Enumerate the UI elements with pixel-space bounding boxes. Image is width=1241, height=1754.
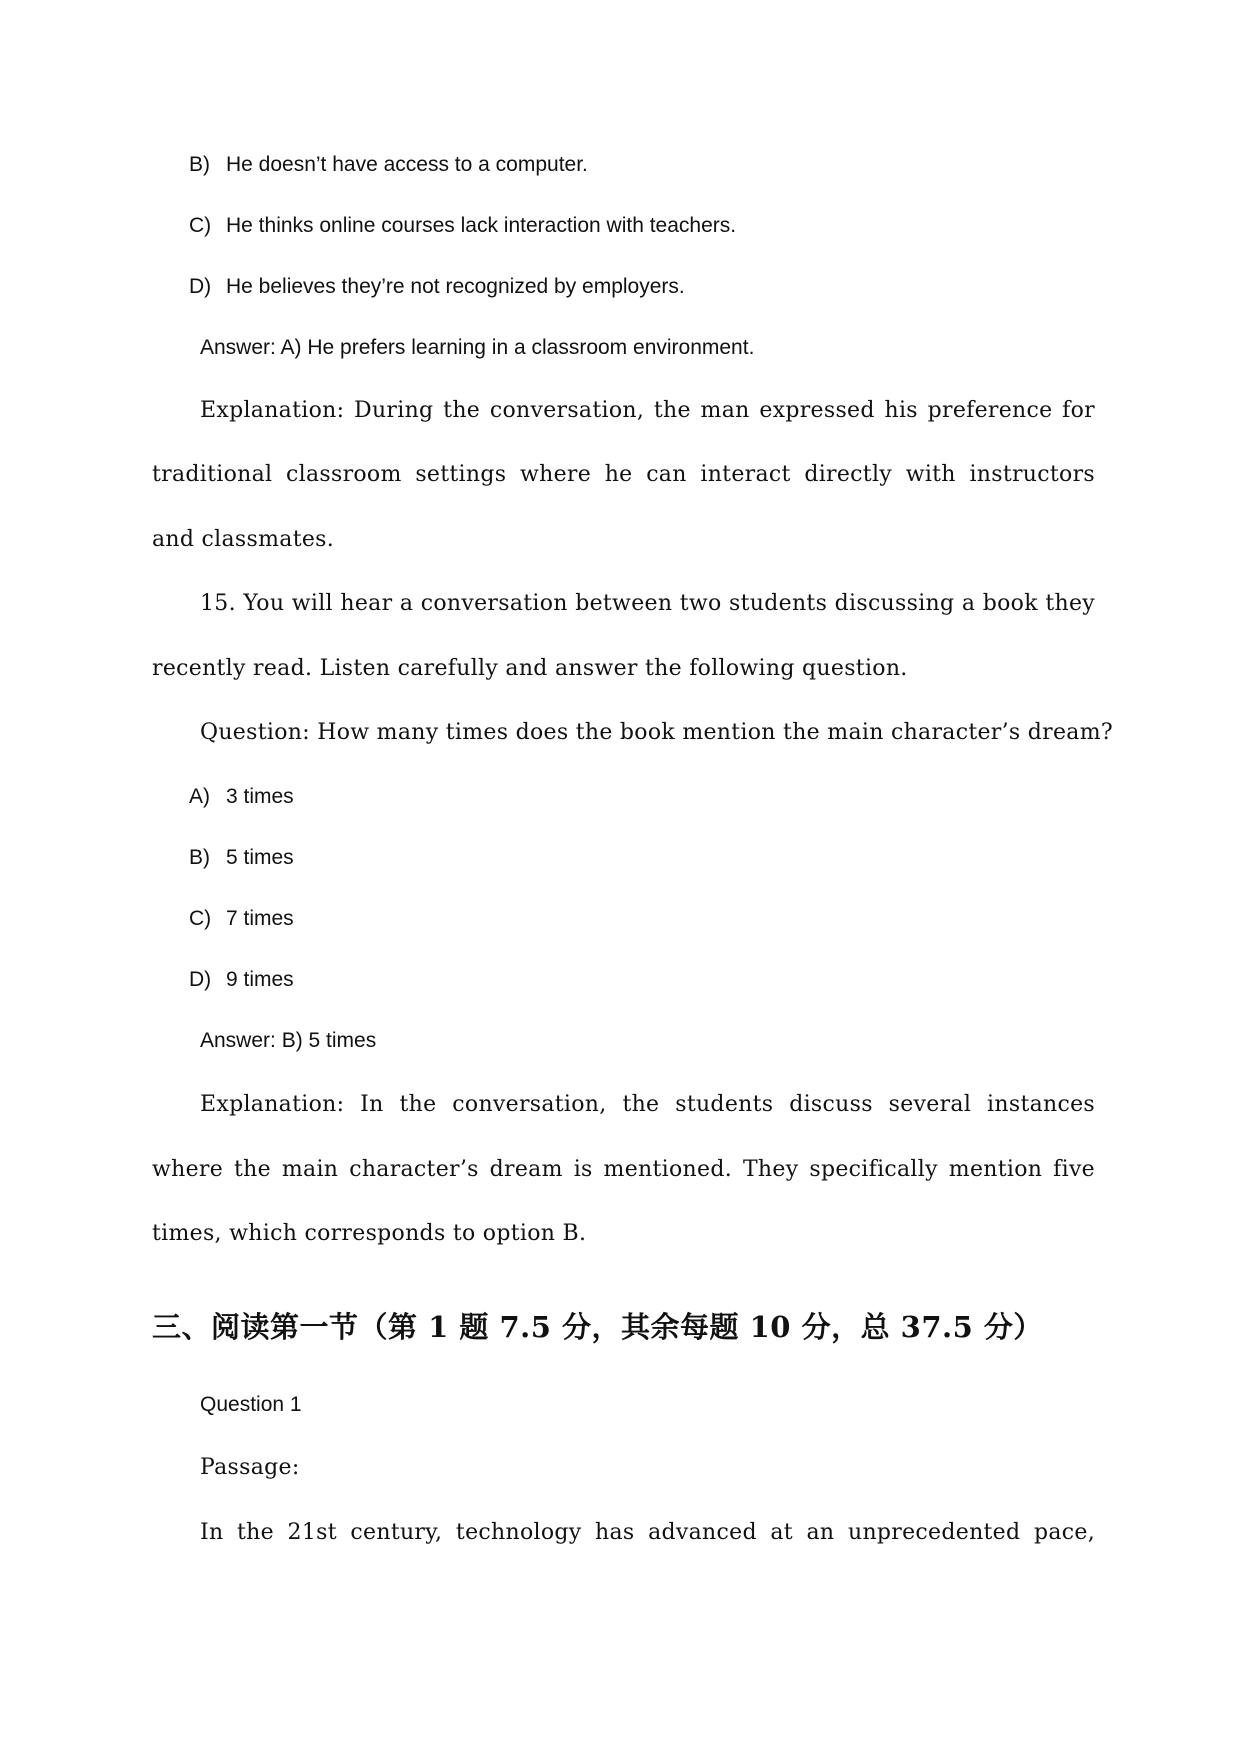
reading-passage-line-1: In the 21st century, technology has advanced at an unprecedented pace, [200, 1520, 1095, 1545]
q14-option-d [189, 275, 685, 299]
option-letter: C) [189, 214, 212, 237]
q15-option-c [189, 907, 294, 931]
option-text: He thinks online courses lack interaction with teachers. [226, 214, 737, 237]
option-text: 9 times [226, 968, 294, 991]
q15-option-b [189, 846, 294, 870]
reading-passage-label: Passage: [200, 1455, 300, 1480]
q14-explanation-line-1: Explanation: During the conversation, the man expressed his preference for [200, 398, 1095, 423]
option-letter: A) [189, 785, 210, 808]
q14-explanation-line-2: traditional classroom settings where he can interact directly with instructors [152, 462, 1095, 487]
q14-option-c [189, 214, 736, 238]
option-letter: D) [189, 275, 212, 298]
section-heading: 三、阅读第一节（第 1 题 7.5 分，其余每题 10 分，总 37.5 分） [152, 1310, 1043, 1344]
q15-explanation-line-3: times, which corresponds to option B. [152, 1221, 587, 1246]
option-text: 7 times [226, 907, 294, 930]
option-letter: B) [189, 153, 210, 176]
q15-answer: Answer: B) 5 times [200, 1029, 377, 1052]
option-letter: B) [189, 846, 210, 869]
q15-explanation-line-2: where the main character’s dream is mentioned. They specifically mention five [152, 1157, 1095, 1182]
q15-question: Question: How many times does the book mention the main character’s dream? [200, 720, 1113, 745]
q14-option-b [189, 153, 588, 177]
q15-prompt-line-1: 15. You will hear a conversation between two students discussing a book they [200, 591, 1095, 616]
option-letter: D) [189, 968, 212, 991]
q14-explanation-line-3: and classmates. [152, 527, 335, 552]
option-letter: C) [189, 907, 212, 930]
option-text: He doesn’t have access to a computer. [226, 153, 588, 176]
q15-prompt-line-2: recently read. Listen carefully and answer the following question. [152, 656, 908, 681]
option-text: 5 times [226, 846, 294, 869]
reading-question-label: Question 1 [200, 1393, 302, 1416]
option-text: 3 times [226, 785, 294, 808]
option-text: He believes they’re not recognized by employers. [226, 275, 685, 298]
q15-explanation-line-1: Explanation: In the conversation, the students discuss several instances [200, 1092, 1095, 1117]
q15-option-d [189, 968, 294, 992]
q15-option-a [189, 785, 294, 809]
q14-answer: Answer: A) He prefers learning in a classroom environment. [200, 336, 755, 359]
